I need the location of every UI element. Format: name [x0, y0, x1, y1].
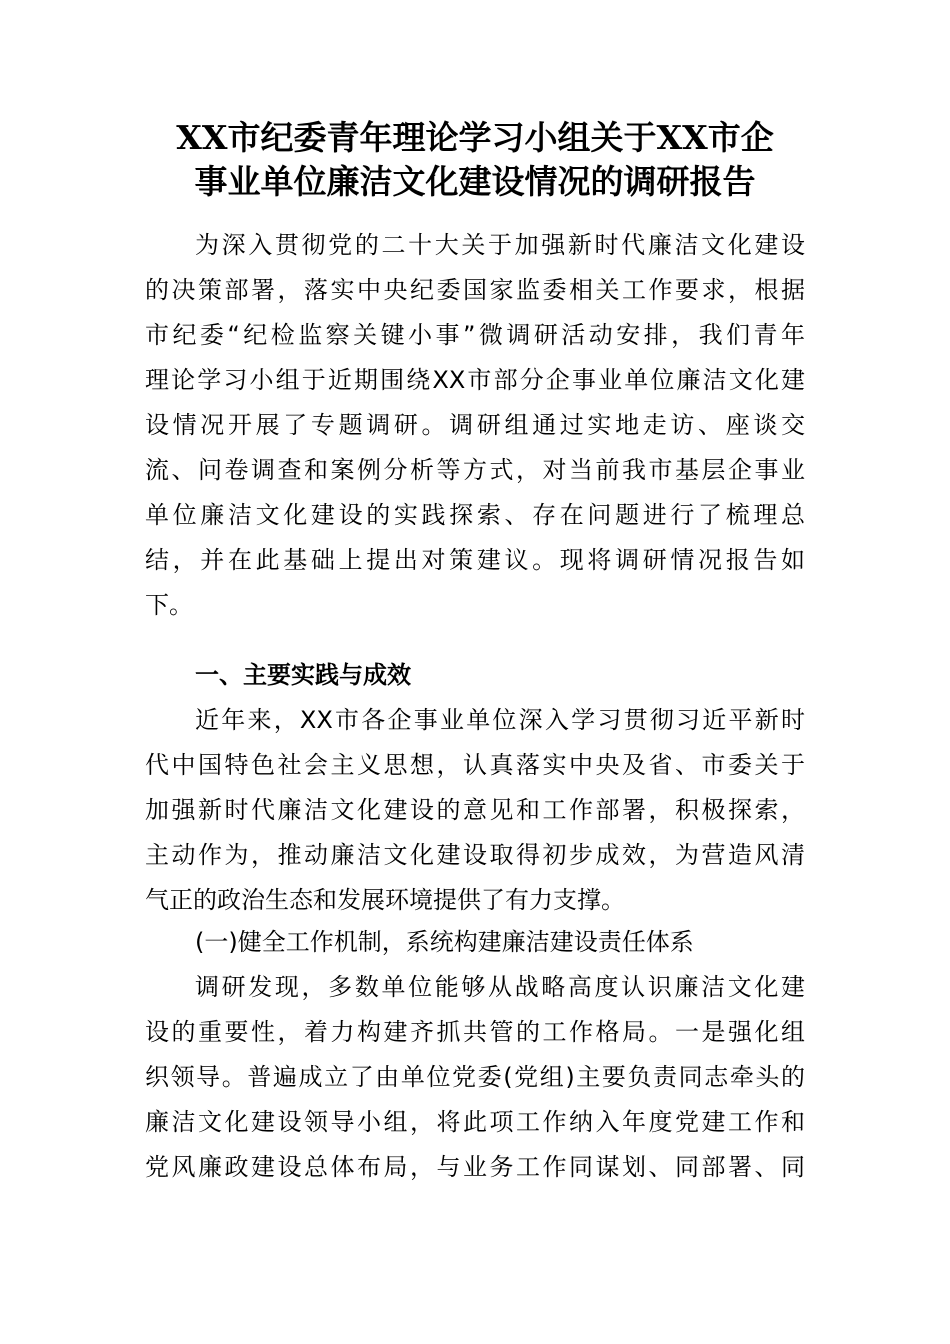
intro-line-2: 的决策部署，落实中央纪委国家监委相关工作要求，根据 [145, 276, 805, 304]
section-1-line-5: 气正的政治生态和发展环境提供了有力支撑。 [145, 886, 625, 914]
section-1-heading: 一、主要实践与成效 [195, 661, 411, 689]
subsection-1-line-5: 党风廉政建设总体布局，与业务工作同谋划、同部署、同 [145, 1153, 805, 1181]
intro-line-9: 下。 [145, 591, 193, 619]
intro-line-4: 理论学习小组于近期围绕XX市部分企事业单位廉洁文化建 [145, 366, 805, 394]
title-line-1: XX市纪委青年理论学习小组关于XX市企 [176, 118, 774, 157]
intro-line-7: 单位廉洁文化建设的实践探索、存在问题进行了梳理总 [145, 501, 805, 529]
intro-line-5: 设情况开展了专题调研。调研组通过实地走访、座谈交 [145, 411, 805, 439]
section-1-line-2: 代中国特色社会主义思想，认真落实中央及省、市委关于 [145, 751, 805, 779]
section-1-line-1: 近年来，XX市各企事业单位深入学习贯彻习近平新时 [195, 706, 805, 734]
subsection-1-line-4: 廉洁文化建设领导小组，将此项工作纳入年度党建工作和 [145, 1108, 805, 1136]
section-1-line-4: 主动作为，推动廉洁文化建设取得初步成效，为营造风清 [145, 841, 805, 869]
intro-line-3: 市纪委“纪检监察关键小事”微调研活动安排，我们青年 [145, 321, 805, 349]
subsection-1-line-1: 调研发现，多数单位能够从战略高度认识廉洁文化建 [195, 973, 805, 1001]
subsection-1-line-2: 设的重要性，着力构建齐抓共管的工作格局。一是强化组 [145, 1018, 805, 1046]
intro-line-8: 结，并在此基础上提出对策建议。现将调研情况报告如 [145, 546, 805, 574]
subsection-1-line-3: 织领导。普遍成立了由单位党委(党组)主要负责同志牵头的 [145, 1063, 805, 1091]
intro-line-1: 为深入贯彻党的二十大关于加强新时代廉洁文化建设 [195, 231, 805, 259]
title-line-2: 事业单位廉洁文化建设情况的调研报告 [194, 162, 756, 201]
section-1-line-3: 加强新时代廉洁文化建设的意见和工作部署，积极探索， [145, 796, 805, 824]
intro-line-6: 流、问卷调查和案例分析等方式，对当前我市基层企事业 [145, 456, 805, 484]
document-title [140, 116, 810, 204]
subsection-1-heading: (一)健全工作机制，系统构建廉洁建设责任体系 [195, 928, 694, 956]
